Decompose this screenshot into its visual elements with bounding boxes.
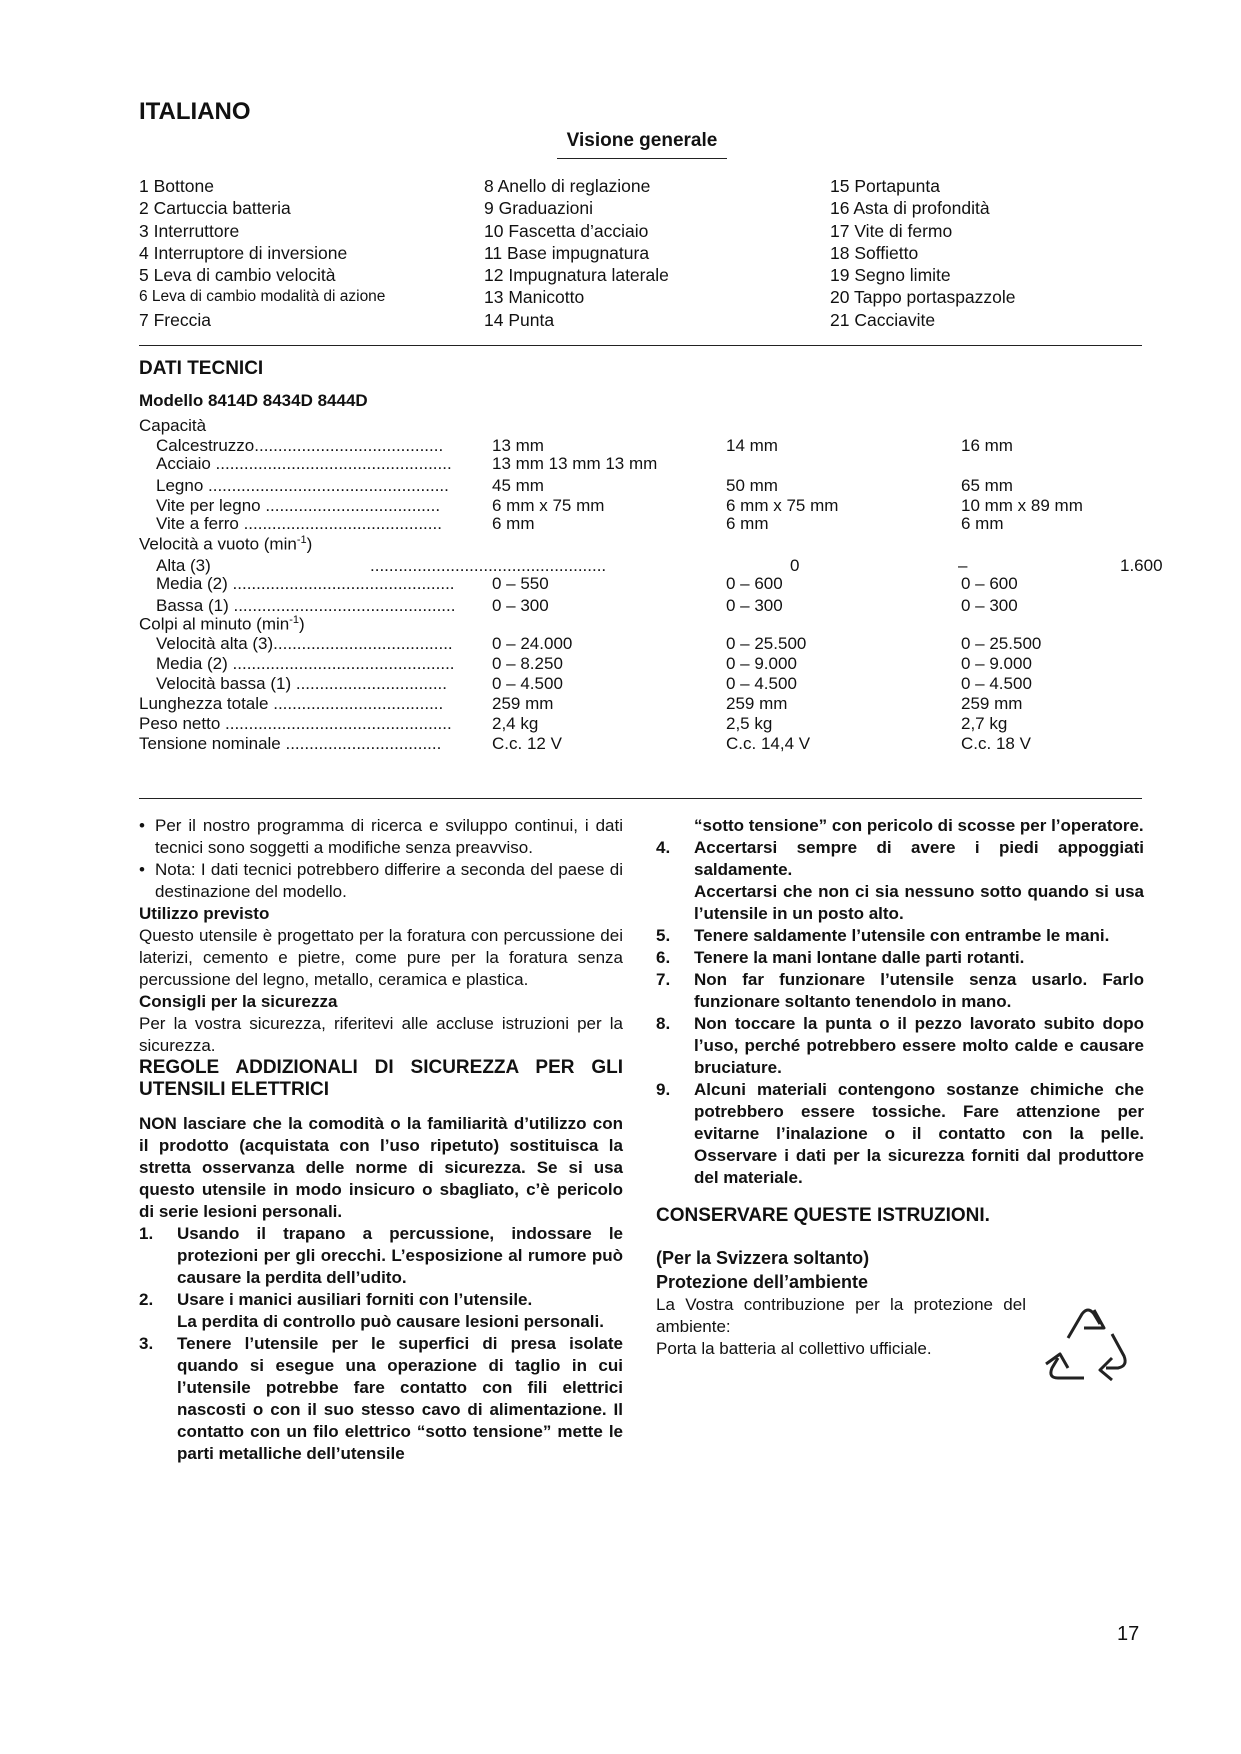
spec-value: –	[958, 556, 968, 575]
spec-value: 0 – 25.500	[726, 634, 807, 653]
overview-item: 9 Graduazioni	[484, 198, 593, 219]
spec-row	[0, 614, 1241, 636]
intended-use-heading: Utilizzo previsto	[139, 904, 270, 923]
spec-value: C.c. 14,4 V	[726, 734, 811, 753]
spec-value: 0 – 4.500	[961, 674, 1032, 693]
rule-text: Non far funzionare l’utensile senza usarlo. Farlo funzionare soltanto tenendolo in mano.	[694, 970, 1144, 1011]
page-number: 17	[1117, 1623, 1140, 1645]
rule-text: Tenere saldamente l’utensile con entrambe le mani.	[694, 926, 1110, 945]
spec-label: Colpi al minuto $(\min^{-1})$	[139, 614, 305, 634]
rule-number: 6.	[656, 948, 671, 967]
spec-value: 6 mm	[492, 514, 535, 533]
rule-item	[656, 1013, 1144, 1079]
spec-label: Vite per legno .....................................	[156, 496, 441, 515]
rule-text: Tenere l’utensile per le superfici di presa isolate quando si esegue una operazione di taglio in cui l’utensile potrebbe fare contatto con fili elettrici nascosti o con il suo stesso cavo di alimentazione. Il contatto con un filo elettrico “sotto tensione” mette le parti metalliche dell’utensile	[177, 1334, 623, 1463]
additional-rules-heading: REGOLE ADDIZIONALI DI SICUREZZA PER GLI UTENSILI ELETTRICI	[139, 1057, 623, 1100]
spec-dots: ..................................................	[370, 556, 607, 575]
overview-item: 8 Anello di reglazione	[484, 176, 651, 196]
overview-column-2	[484, 175, 669, 331]
spec-value: 13 mm 13 mm 13 mm	[492, 454, 658, 473]
overview-item: 4 Interruptore di inversione	[139, 242, 348, 263]
spec-value: 0 – 8.250	[492, 654, 563, 673]
rule-item-continued	[656, 815, 1144, 837]
spec-label: Tensione nominale .................................	[139, 734, 442, 753]
model-line: Modello 8414D 8434D 8444D	[139, 391, 368, 410]
rule-number: 8.	[656, 1014, 671, 1033]
spec-value: 16 mm	[961, 436, 1013, 455]
spec-value: 0 – 300	[961, 596, 1018, 615]
spec-value: 1.600	[1120, 556, 1163, 575]
spec-value: 6 mm x 75 mm	[492, 496, 605, 515]
divider	[139, 798, 1142, 799]
spec-value: 0 – 9.000	[961, 654, 1032, 673]
overview-title: Visione generale	[557, 130, 727, 159]
spec-row	[0, 534, 1241, 556]
spec-row	[0, 416, 1241, 438]
spec-label: Bassa (1) ...............................................	[156, 596, 456, 615]
spec-label: Vite a ferro ..........................................	[156, 514, 442, 533]
environment-text: La Vostra contribuzione per la protezione del ambiente:	[656, 1295, 1026, 1336]
overview-item: 2 Cartuccia batteria	[139, 198, 291, 219]
spec-row	[0, 674, 1241, 696]
recycle-icon	[1037, 1298, 1139, 1394]
spec-label: Acciaio ..................................................	[156, 454, 452, 473]
rule-number: 3.	[139, 1334, 154, 1353]
spec-label: Media (2) ...............................................	[156, 574, 455, 593]
spec-label: Velocità alta (3)......................................	[156, 634, 453, 653]
spec-value: 0 – 24.000	[492, 634, 573, 653]
overview-item: 12 Impugnatura laterale	[484, 265, 669, 286]
rule-number: 1.	[139, 1224, 154, 1243]
spec-label: Velocità bassa (1) ................................	[156, 674, 447, 693]
rule-item	[656, 969, 1144, 1013]
overview-item: 6 Leva di cambio modalità di azione	[139, 288, 386, 306]
divider	[139, 345, 1142, 346]
note-text: Nota: I dati tecnici potrebbero differire a seconda del paese di destinazione del modello.	[155, 860, 623, 901]
environment-text-2: Porta la batteria al collettivo ufficiale.	[656, 1339, 932, 1358]
spec-row	[0, 694, 1241, 716]
spec-label: Velocità a vuoto $(\min^{-1})$	[139, 534, 313, 554]
spec-value: 0 – 600	[726, 574, 783, 593]
spec-value: 0 – 300	[726, 596, 783, 615]
spec-value: 65 mm	[961, 476, 1013, 495]
overview-item: 20 Tappo portaspazzole	[830, 287, 1016, 308]
spec-label: Calcestruzzo........................................	[156, 436, 444, 455]
spec-value: 0 – 4.500	[726, 674, 797, 693]
spec-label: Capacità	[139, 416, 207, 435]
spec-value: 0 – 25.500	[961, 634, 1042, 653]
spec-value: 0	[790, 556, 800, 575]
rule-number: 2.	[139, 1290, 154, 1309]
spec-value: 259 mm	[961, 694, 1023, 713]
rule-text: “sotto tensione” con pericolo di scosse per l’operatore.	[694, 816, 1144, 835]
safety-tips-text: Per la vostra sicurezza, riferitevi alle accluse istruzioni per la sicurezza.	[139, 1014, 623, 1055]
note-text: Per il nostro programma di ricerca e sviluppo continui, i dati tecnici sono soggetti a modifiche senza preavviso.	[155, 816, 623, 857]
spec-row	[0, 476, 1241, 498]
overview-item: 3 Interruttore	[139, 220, 240, 241]
rule-text: Usando il trapano a percussione, indossare le protezioni per gli orecchi. L’esposizione al rumore può causare la perdita dell’udito.	[177, 1224, 623, 1287]
spec-value: 0 – 4.500	[492, 674, 563, 693]
spec-value: 2,5 kg	[726, 714, 773, 733]
spec-value: 6 mm x 75 mm	[726, 496, 839, 515]
rule-text: Non toccare la punta o il pezzo lavorato subito dopo l’uso, perché potrebbero essere molto calde e causare bruciature.	[694, 1014, 1144, 1077]
spec-value: C.c. 12 V	[492, 734, 562, 753]
spec-value: 13 mm	[492, 436, 544, 455]
overview-item: 11 Base impugnatura	[484, 242, 650, 263]
spec-label: Peso netto ................................................	[139, 714, 452, 733]
overview-item: 16 Asta di profondità	[830, 198, 990, 219]
overview-item: 7 Freccia	[139, 309, 211, 330]
intended-use-text: Questo utensile è progettato per la foratura con percussione dei laterizi, cemento e pietre, come pure per la foratura senza percussione del legno, metallo, ceramica e plastica.	[139, 926, 623, 989]
spec-row	[0, 574, 1241, 596]
overview-item: 21 Cacciavite	[830, 309, 936, 330]
specs-heading: DATI TECNICI	[139, 358, 264, 379]
rule-text-extra: La perdita di controllo può causare lesioni personali.	[177, 1312, 604, 1331]
spec-label: Lunghezza totale ....................................	[139, 694, 444, 713]
rule-text: Usare i manici ausiliari forniti con l’utensile.	[177, 1290, 533, 1309]
spec-value: 2,4 kg	[492, 714, 539, 733]
rule-item	[656, 925, 1144, 947]
overview-item: 15 Portapunta	[830, 176, 940, 196]
rule-number: 5.	[656, 926, 671, 945]
overview-item: 5 Leva di cambio velocità	[139, 265, 336, 286]
overview-item: 18 Soffietto	[830, 242, 919, 263]
note-item: • Nota: I dati tecnici potrebbero differire a seconda del paese di destinazione del modello.	[139, 860, 623, 901]
spec-value: 6 mm	[726, 514, 769, 533]
spec-value: 0 – 600	[961, 574, 1018, 593]
overview-column-1	[139, 175, 385, 331]
spec-row	[0, 514, 1241, 536]
spec-value: 10 mm x 89 mm	[961, 496, 1083, 515]
spec-value: 0 – 300	[492, 596, 549, 615]
spec-row	[0, 454, 1241, 476]
note-item: • Per il nostro programma di ricerca e sviluppo continui, i dati tecnici sono soggetti a modifiche senza preavviso.	[139, 816, 623, 857]
spec-value: 14 mm	[726, 436, 778, 455]
additional-rules-intro: NON lasciare che la comodità o la familiarità d’utilizzo con il prodotto (acquistata con l’uso ripetuto) sostituisca la stretta osservanza delle norme di sicurezza. Se si usa questo utensile in modo insicuro o sbagliato, c’è pericolo di serie lesioni personali.	[139, 1114, 623, 1221]
rule-text-extra: Accertarsi che non ci sia nessuno sotto quando si usa l’utensile in un posto alto.	[694, 882, 1144, 923]
keep-instructions-heading: CONSERVARE QUESTE ISTRUZIONI.	[656, 1205, 990, 1226]
spec-row	[0, 654, 1241, 676]
language-heading: ITALIANO	[139, 98, 251, 125]
left-column	[139, 815, 623, 1465]
rule-item	[139, 1223, 623, 1289]
spec-value: C.c. 18 V	[961, 734, 1031, 753]
rule-text: Alcuni materiali contengono sostanze chimiche che potrebbero essere tossiche. Fare attenzione per evitarne l’inalazione o il contatto con la pelle. Osservare i dati per la sicurezza forniti dal produttore del materiale.	[694, 1080, 1144, 1187]
safety-tips-heading: Consigli per la sicurezza	[139, 992, 338, 1011]
spec-row	[0, 734, 1241, 756]
overview-item: 14 Punta	[484, 309, 555, 330]
overview-item: 1 Bottone	[139, 176, 214, 196]
swiss-note: (Per la Svizzera soltanto)	[656, 1248, 870, 1268]
spec-value: 0 – 550	[492, 574, 549, 593]
overview-item: 19 Segno limite	[830, 265, 951, 286]
rule-item	[656, 1079, 1144, 1189]
spec-label: Media (2) ...............................................	[156, 654, 455, 673]
spec-label: Legno ...................................................	[156, 476, 449, 495]
environment-section	[656, 1246, 1026, 1360]
rule-text: Accertarsi sempre di avere i piedi appoggiati saldamente.	[694, 838, 1144, 879]
rule-number: 7.	[656, 970, 671, 989]
rule-item	[139, 1333, 623, 1465]
rule-number: 4.	[656, 838, 671, 857]
overview-item: 13 Manicotto	[484, 287, 585, 308]
overview-item: 10 Fascetta d’acciaio	[484, 220, 649, 241]
spec-value: 2,7 kg	[961, 714, 1008, 733]
spec-value: 45 mm	[492, 476, 544, 495]
right-column	[656, 815, 1144, 1360]
spec-value: 259 mm	[492, 694, 554, 713]
rule-number: 9.	[656, 1080, 671, 1099]
overview-item: 17 Vite di fermo	[830, 220, 953, 241]
spec-row	[0, 634, 1241, 656]
spec-value: 6 mm	[961, 514, 1004, 533]
rule-item	[139, 1289, 623, 1333]
rule-text: Tenere la mani lontane dalle parti rotanti.	[694, 948, 1025, 967]
spec-value: 259 mm	[726, 694, 788, 713]
specs-table	[0, 416, 1241, 796]
overview-column-3	[830, 175, 1016, 331]
spec-row	[0, 714, 1241, 736]
spec-value: 50 mm	[726, 476, 778, 495]
rule-item	[656, 947, 1144, 969]
environment-heading: Protezione dell’ambiente	[656, 1272, 869, 1292]
rule-item	[656, 837, 1144, 925]
spec-label: Alta (3)	[156, 556, 211, 575]
spec-value: 0 – 9.000	[726, 654, 797, 673]
